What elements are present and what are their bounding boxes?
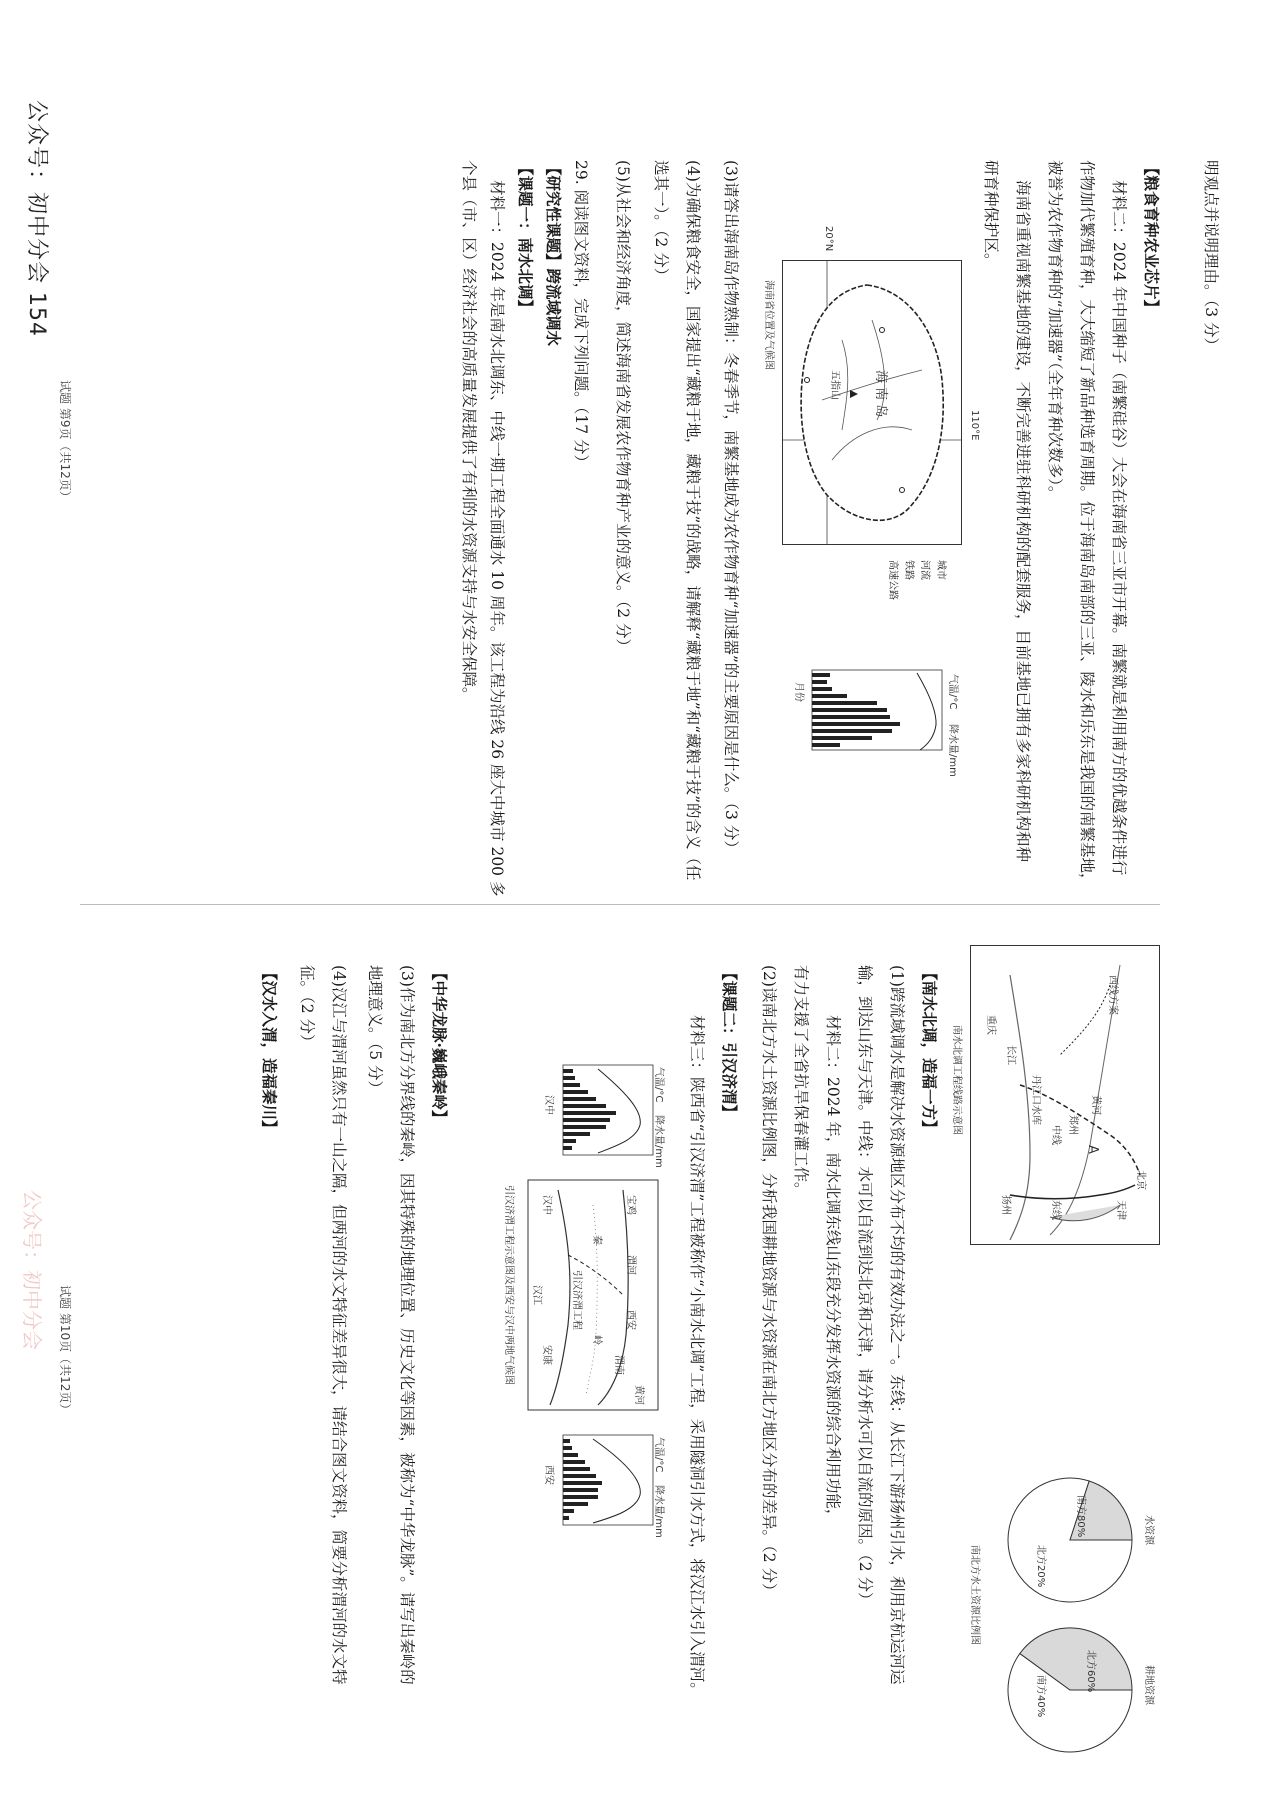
material-text: 作物加代繁殖育种，大大缩短了新品种选育周期。位于海南岛南部的三亚、陵水和乐东是我国的南繁基地，	[1078, 160, 1096, 889]
question-4: (4)为确保粮食安全，国家提出“藏粮于地，藏粮于技”的战略，请解释“藏粮于地”和“藏粮于技”的含义（任	[684, 160, 702, 881]
hanjiang-weihe-figure	[488, 1055, 668, 1575]
hj-label-hanjiang: 汉江	[531, 1285, 542, 1305]
question-4-cont: 选其一）。（2 分）	[652, 160, 670, 284]
material-1: 材料一：2024 年是南水北调东、中线一期工程全面通水 10 周年。该工程为沿线 26 座大中城市 200 多	[488, 180, 506, 897]
map-lon-label: 110°E	[969, 410, 980, 441]
route-label-chongqing: 重庆	[985, 1015, 996, 1035]
pie-water-resources	[1008, 1478, 1132, 1602]
route-label-middle: 中线	[1050, 1125, 1061, 1145]
question-4: (4)汉江与渭河虽然只有一山之隔，但两河的水文特征差异很大，请结合图文资料，简要分析渭河的水文特	[330, 965, 348, 1685]
hj-label-hanzhong: 汉中	[541, 1195, 552, 1215]
material-text: 材料二：2024 年中国种子（南繁硅谷）大会在海南省三亚市开幕。南繁就是利用南方的优越条件进行	[1110, 180, 1128, 876]
map-caption: 海南省位置及气候图	[763, 280, 774, 370]
question-3: (3)作为南北方分界线的秦岭，因其特殊的地理位置、历史文化等因素，被称为“中华龙脉”。请写出秦岭的	[398, 965, 416, 1685]
research-heading: 【研究性课题】跨流域调水	[544, 160, 563, 347]
hj-label-yellow: 黄河	[633, 1385, 644, 1405]
question-3: (3)请答出海南岛作物熟制：冬春季节，南繁基地成为农作物育种“加速器”的主要原因是什么。（3 分）	[722, 160, 740, 856]
side-watermark: 公众号：初中分会 154	[24, 100, 49, 337]
page-footer: 试题 第9页（共12页）	[58, 380, 72, 503]
hj-label-project: 引汉济渭工程	[571, 1270, 582, 1330]
hj-label-ling: 岭	[591, 1335, 602, 1345]
hainan-map	[763, 226, 980, 545]
pie-arable-land	[1008, 1628, 1132, 1752]
section-heading: 【南水北调，造福一方】	[920, 965, 939, 1136]
material-text: 研育种保护区。	[982, 160, 1000, 269]
hj-label-ankang: 安康	[541, 1345, 552, 1365]
section-heading: 【粮食育种农业芯片】	[1142, 160, 1161, 316]
hj-label-weihe: 渭河	[625, 1255, 636, 1275]
pie-water-south: 南方80%	[1075, 1495, 1086, 1538]
xa-city: 西安	[543, 1465, 554, 1485]
route-label-yangzhou: 扬州	[1000, 1195, 1011, 1215]
map-island-text: 海 南 岛	[873, 370, 888, 418]
legend-rail: 铁路	[903, 560, 914, 580]
map-peak-label: 五指山	[829, 370, 840, 400]
xa-precip-title: 降水量/mm	[653, 1485, 664, 1538]
qinling-heading: 【中华龙脉·巍峨秦岭】	[430, 965, 449, 1126]
material-2-cont: 有力支援了全省抗旱保春灌工作。	[792, 965, 810, 1198]
hj-label-weinan: 渭南	[613, 1355, 624, 1375]
xa-temp-title: 气温/°C	[653, 1437, 664, 1473]
faint-watermark: 公众号：初中分会	[20, 1190, 44, 1350]
hz-temp-title: 气温/°C	[653, 1067, 664, 1103]
question-29: 29. 阅读图文资料，完成下列问题。（17 分）	[572, 160, 590, 470]
route-map-caption: 南水北调工程线路示意图	[951, 1025, 962, 1135]
route-label-a: A	[1085, 1145, 1100, 1154]
pie-water-north: 北方20%	[1035, 1545, 1046, 1588]
page-footer: 试题 第10页（共12页）	[58, 1285, 72, 1416]
route-label-tianjin: 天津	[1115, 1200, 1126, 1220]
route-label-west: 西线方案	[1107, 975, 1118, 1015]
material-3: 材料三：陕西省“引汉济渭”工程被称作“小南水北调”工程，采用隧洞引水方式，将汉江水引入渭河。	[688, 1015, 706, 1698]
pies-caption: 南北方水土资源比例图	[969, 1545, 980, 1645]
pie-water-title: 水资源	[1143, 1515, 1154, 1545]
water-land-pies	[970, 1465, 1160, 1765]
hz-precip-title: 降水量/mm	[653, 1115, 664, 1168]
climate-precip-title: 降水量/mm	[947, 724, 958, 777]
route-label-yellow: 黄河	[1090, 1095, 1101, 1115]
material-2: 材料二：2024 年，南水北调东线山东段充分发挥水资源的综合利用功能，	[824, 1015, 842, 1525]
hz-city: 汉中	[543, 1095, 554, 1115]
exam-page-10	[0, 905, 1280, 1810]
legend-highway: 高速公路	[887, 560, 898, 600]
question-text: 明观点并说明理由。（3 分）	[1202, 160, 1220, 354]
legend-city: 城市	[935, 560, 946, 580]
hj-label-baoji: 宝鸡	[625, 1195, 636, 1215]
question-3-cont: 地理意义。（5 分）	[366, 965, 384, 1097]
topic-2-heading: 【课题二：引汉济渭】	[720, 965, 739, 1121]
map-legend	[830, 560, 950, 620]
question-5: (5)从社会和经济角度，简述海南省发展农作物育种产业的意义。（2 分）	[614, 160, 632, 654]
question-1-cont: 输，到达山东与天津。中线：水可以自流到达北京和天津，请分析水可以自流的原因。（2 分）	[856, 965, 874, 1608]
south-north-route-map	[951, 945, 1160, 1245]
material-1-cont: 个县（市、区）经济社会的高质量发展提供了有利的水资源支持与水安全保障。	[460, 160, 478, 703]
hj-label-qin: 秦	[591, 1235, 602, 1245]
climate-temp-title: 气温/°C	[947, 674, 958, 710]
han-wei-heading: 【汉水入渭，造福秦川】	[260, 965, 279, 1136]
question-2: (2)读南北方水土资源比例图，分析我国耕地资源与水资源在南北方地区分布的差异。（2 分）	[760, 965, 778, 1599]
material-text: 海南省重视南繁基地的建设，不断完善进驻科研机构的配套服务，目前基地已拥有多家科研机构和种	[1014, 180, 1032, 863]
pie-land-title: 耕地资源	[1143, 1665, 1154, 1705]
topic-1-heading: 【课题一：南水北调】	[516, 160, 535, 316]
route-label-beijing: 北京	[1135, 1170, 1146, 1190]
map-lat-label: 20°N	[823, 226, 834, 252]
hj-label-xian: 西安	[625, 1310, 636, 1330]
climate-x-unit: 月份	[793, 682, 804, 702]
route-label-danjiangkou: 丹江口水库	[1030, 1075, 1041, 1125]
pie-land-south: 南方40%	[1035, 1675, 1046, 1718]
legend-river: 河流	[919, 560, 930, 580]
pie-land-north: 北方60%	[1085, 1650, 1096, 1693]
material-text: 被誉为农作物育种的“加速器”（全年育种次数多）。	[1046, 160, 1064, 502]
hanjiang-caption: 引汉济渭工程示意图及西安与汉中两地气候图	[503, 1185, 514, 1385]
hainan-climate-chart	[782, 640, 962, 780]
question-1: (1)跨流域调水是解决水资源地区分布不均的有效办法之一。东线：从长江下游扬州引水，利用京杭运河运	[888, 965, 906, 1685]
route-label-yangtze: 长江	[1005, 1045, 1016, 1065]
question-4-cont: 征。（2 分）	[298, 965, 316, 1050]
route-label-zhengzhou: 郑州	[1067, 1115, 1078, 1135]
route-label-east: 东线	[1050, 1200, 1061, 1220]
